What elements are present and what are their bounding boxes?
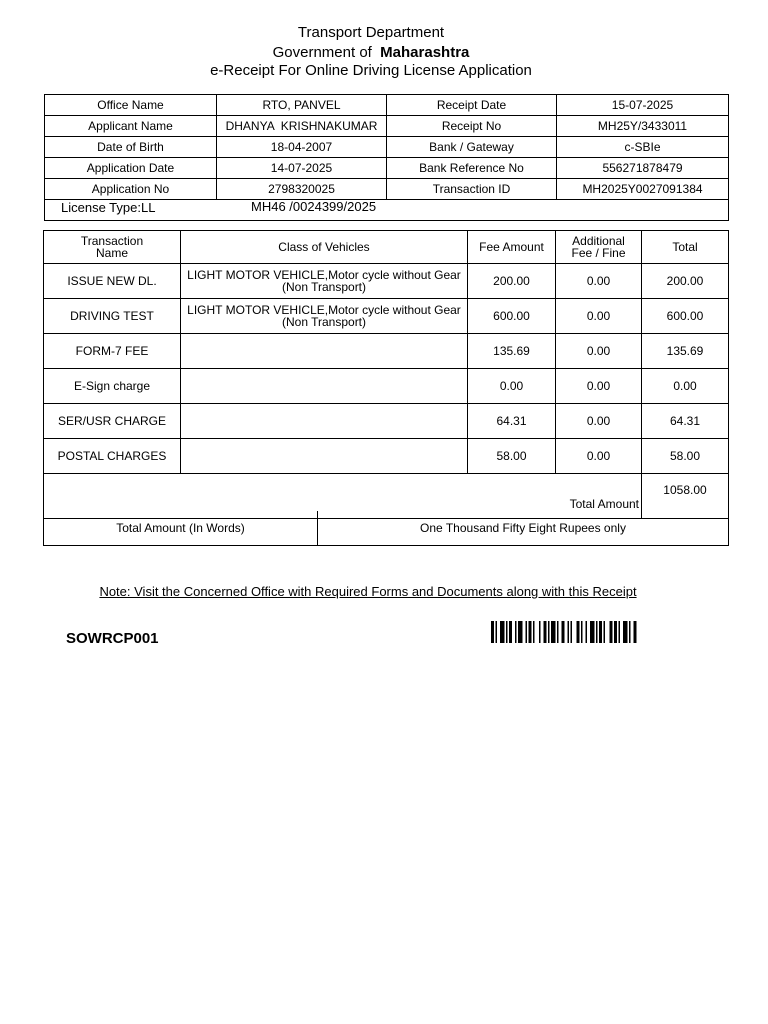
header-class-of-vehicles: Class of Vehicles [181,231,468,264]
fee-row-fee: 200.00 [468,264,556,299]
header-state: Maharashtra [380,44,470,61]
applicant-name-label: Applicant Name [45,116,217,137]
total-amount-value: 1058.00 [642,474,729,519]
fee-row-name: FORM-7 FEE [44,334,181,369]
info-row [45,116,729,137]
fee-row-name: DRIVING TEST [44,299,181,334]
fee-row-fee: 135.69 [468,334,556,369]
fee-row [44,439,729,474]
header-fee-amount: Fee Amount [468,231,556,264]
fee-row [44,404,729,439]
receipt-date-value: 15-07-2025 [557,95,729,116]
fee-row-class: LIGHT MOTOR VEHICLE,Motor cycle without Gear (Non Transport) [181,264,468,299]
header-receipt-title: e-Receipt For Online Driving License Application [210,62,532,79]
receipt-no-value: MH25Y/3433011 [557,116,729,137]
fee-row-name: E-Sign charge [44,369,181,404]
license-type-label: License Type:LL [61,199,156,215]
fee-row-class [181,404,468,439]
fee-row [44,369,729,404]
amount-in-words-row [44,511,729,546]
fee-table-header [44,231,729,264]
fee-row-additional: 0.00 [556,334,642,369]
header-government-prefix: Government of [272,44,372,61]
application-no-value: 2798320025 [217,179,387,200]
application-date-label: Application Date [45,158,217,179]
fee-row-name: ISSUE NEW DL. [44,264,181,299]
dob-label: Date of Birth [45,137,217,158]
application-date-value: 14-07-2025 [217,158,387,179]
fee-row-class [181,439,468,474]
transaction-id-label: Transaction ID [387,179,557,200]
info-row [45,137,729,158]
applicant-info-table [44,94,729,221]
header-additional-fee: Additional Fee / Fine [556,231,642,264]
amount-in-words-value: One Thousand Fifty Eight Rupees only [318,511,729,546]
bank-reference-label: Bank Reference No [387,158,557,179]
fee-row-fee: 64.31 [468,404,556,439]
header-total: Total [642,231,729,264]
transaction-id-value: MH2025Y0027091384 [557,179,729,200]
fee-row-total: 135.69 [642,334,729,369]
license-number: MH46 /0024399/2025 [251,198,377,214]
fee-row [44,299,729,334]
fee-row-additional: 0.00 [556,264,642,299]
fee-row-name: SER/USR CHARGE [44,404,181,439]
receipt-note: Note: Visit the Concerned Office with Required Forms and Documents along with this Receipt [99,584,637,599]
fee-row-total: 58.00 [642,439,729,474]
fee-row-class: LIGHT MOTOR VEHICLE,Motor cycle without Gear (Non Transport) [181,299,468,334]
fee-row-total: 0.00 [642,369,729,404]
header-government [0,44,742,61]
fee-row-total: 64.31 [642,404,729,439]
fee-row [44,334,729,369]
amount-in-words-label: Total Amount (In Words) [44,511,318,546]
header-transaction-name: Transaction Name [44,231,181,264]
fee-table [43,230,729,519]
fee-row-additional: 0.00 [556,299,642,334]
bank-reference-value: 556271878479 [557,158,729,179]
fee-row-name: POSTAL CHARGES [44,439,181,474]
fee-row-total: 200.00 [642,264,729,299]
amount-in-words-table [43,511,729,546]
license-type-row [45,200,729,221]
bank-gateway-label: Bank / Gateway [387,137,557,158]
header-department: Transport Department [297,24,445,41]
dob-value: 18-04-2007 [217,137,387,158]
info-row [45,179,729,200]
total-amount-label: Total Amount [44,474,642,519]
applicant-name-value: DHANYA KRISHNAKUMAR [217,116,387,137]
office-name-value: RTO, PANVEL [217,95,387,116]
info-row [45,158,729,179]
fee-row-fee: 0.00 [468,369,556,404]
office-name-label: Office Name [45,95,217,116]
receipt-no-label: Receipt No [387,116,557,137]
fee-row-additional: 0.00 [556,404,642,439]
fee-row-fee: 58.00 [468,439,556,474]
bank-gateway-value: c-SBIe [557,137,729,158]
application-no-label: Application No [45,179,217,200]
fee-row-class [181,369,468,404]
fee-row-total: 600.00 [642,299,729,334]
info-row [45,95,729,116]
barcode [491,621,707,643]
form-code: SOWRCP001 [66,630,159,647]
fee-row-class [181,334,468,369]
fee-row [44,264,729,299]
fee-row-fee: 600.00 [468,299,556,334]
fee-row-additional: 0.00 [556,369,642,404]
receipt-date-label: Receipt Date [387,95,557,116]
fee-row-additional: 0.00 [556,439,642,474]
